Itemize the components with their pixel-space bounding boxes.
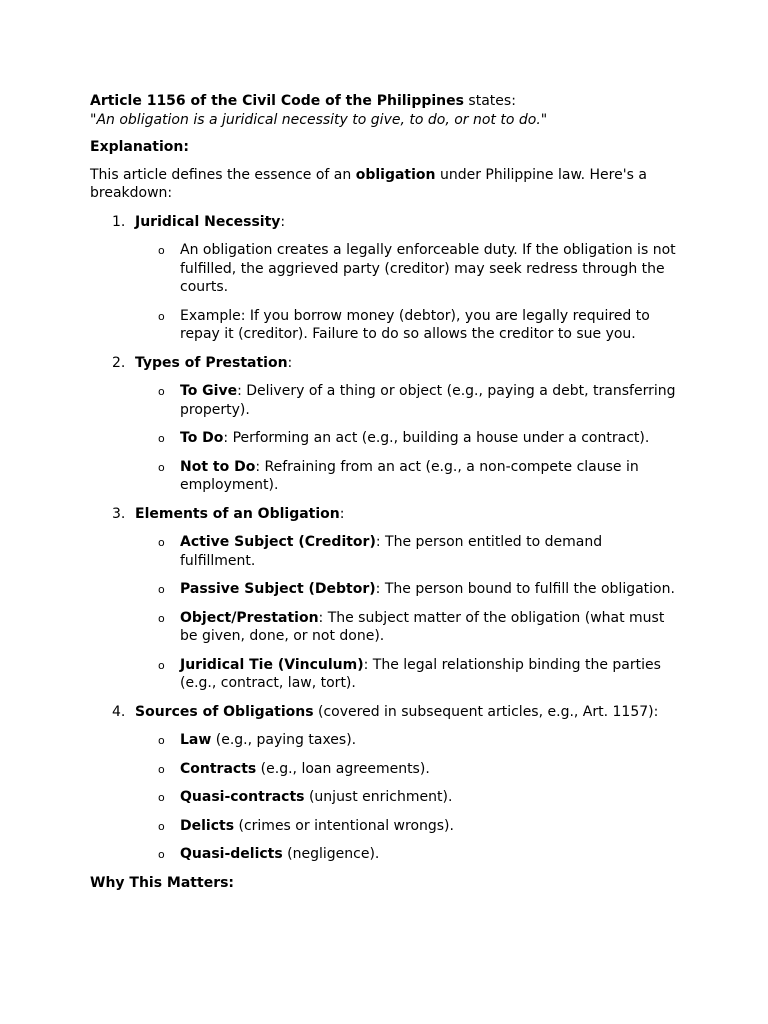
bullet-circle-icon: o (158, 385, 165, 398)
bullet-item (135, 760, 680, 779)
bullet-term: To Give (180, 383, 238, 399)
article-intro (90, 92, 680, 111)
bullet-circle-icon: o (158, 536, 165, 549)
bullet-item (135, 382, 680, 419)
bullet-item (135, 656, 680, 693)
bullet-term: Object/Prestation (180, 609, 319, 626)
section-heading (135, 214, 285, 230)
bullet-text: An obligation creates a legally enforceable duty. If the obligation is not fulfilled, the aggrieved party (creditor) may seek redress through the courts. (180, 242, 676, 295)
bullet-text: : Performing an act (e.g., building a house under a contract). (223, 430, 650, 446)
bullet-text: : The subject matter of the obligation (what must be given, done, or not done). (180, 609, 665, 644)
quote-close-mark: " (540, 111, 548, 128)
bullet-term: Delicts (180, 817, 235, 834)
bullet-text: (e.g., paying taxes). (211, 732, 357, 748)
bullet-item (135, 731, 680, 750)
sections-list (90, 213, 680, 864)
bullet-term: Not to Do (180, 458, 256, 475)
section-title: Sources of Obligations (135, 703, 314, 720)
section-title: Elements of an Obligation (135, 505, 340, 522)
article-title: Article 1156 of the Civil Code of the Philippines (90, 93, 464, 109)
section-item (90, 703, 680, 864)
bullet-circle-icon: o (158, 819, 165, 833)
bullet-circle-icon: o (158, 762, 165, 776)
section-number: 4. (112, 703, 126, 720)
bullet-term: Quasi-delicts (180, 846, 283, 862)
bullet-term: Contracts (180, 760, 257, 777)
section-heading (135, 704, 658, 720)
bullet-circle-icon: o (158, 611, 165, 625)
bullet-text: (e.g., loan agreements). (256, 760, 430, 777)
section-heading (135, 506, 344, 522)
bullet-text: : The person bound to fulfill the obligation. (375, 581, 675, 597)
bullet-item (135, 845, 680, 864)
bullet-term: Passive Subject (Debtor) (180, 581, 376, 597)
bullet-item (135, 533, 680, 570)
bullet-circle-icon: o (158, 791, 165, 804)
article-quote (90, 111, 680, 130)
bullet-item (135, 788, 680, 807)
bullet-term: Active Subject (Creditor) (180, 534, 376, 550)
bullet-item (135, 609, 680, 646)
bullet-item (135, 817, 680, 836)
explanation-text-after: under Philippine law. Here's a breakdown: (90, 166, 647, 201)
bullet-circle-icon: o (158, 244, 165, 257)
section-title-suffix: : (339, 505, 345, 522)
bullet-term: To Do (180, 430, 224, 446)
explanation-paragraph (90, 166, 680, 203)
why-heading (90, 874, 680, 893)
section-number: 1. (112, 213, 126, 230)
explanation-text-bold: obligation (355, 166, 436, 183)
section-title-suffix: : (280, 213, 286, 230)
bullet-text: : The legal relationship binding the parties (e.g., contract, law, tort). (180, 656, 661, 691)
section-number: 2. (112, 354, 126, 371)
section-title-suffix: : (287, 354, 293, 371)
bullet-term: Quasi-contracts (180, 789, 305, 805)
bullet-item (135, 307, 680, 344)
section-item (90, 354, 680, 495)
quote-open-mark: " (90, 111, 97, 128)
bullet-item (135, 458, 680, 495)
section-item (90, 505, 680, 693)
section-number: 3. (112, 505, 126, 522)
bullet-circle-icon: o (158, 658, 165, 672)
explanation-text-before: This article defines the essence of an (90, 166, 356, 183)
bullet-list (135, 382, 680, 495)
bullet-text: : The person entitled to demand fulfillment. (180, 534, 603, 569)
bullet-item (135, 241, 680, 297)
bullet-circle-icon: o (158, 583, 165, 596)
bullet-list (135, 731, 680, 864)
bullet-circle-icon: o (158, 309, 165, 323)
why-heading-text: Why This Matters: (90, 874, 235, 891)
explanation-heading (90, 138, 680, 157)
bullet-circle-icon: o (158, 432, 165, 445)
bullet-text: : Refraining from an act (e.g., a non-compete clause in employment). (180, 458, 639, 493)
bullet-text: (crimes or intentional wrongs). (234, 817, 454, 834)
bullet-term: Juridical Tie (Vinculum) (180, 656, 364, 673)
bullet-text: (negligence). (282, 846, 380, 862)
bullet-item (135, 429, 680, 448)
bullet-circle-icon: o (158, 848, 165, 861)
bullet-text: (unjust enrichment). (304, 789, 453, 805)
section-item (90, 213, 680, 344)
section-title-suffix: (covered in subsequent articles, e.g., Art. 1157): (313, 703, 659, 720)
bullet-list (135, 533, 680, 693)
bullet-text: Example: If you borrow money (debtor), you are legally required to repay it (creditor). Failure to do so allows the creditor to sue you. (180, 307, 650, 342)
article-title-rest: states: (463, 93, 516, 109)
bullet-circle-icon: o (158, 734, 165, 747)
bullet-list (135, 241, 680, 344)
section-title: Types of Prestation (135, 354, 288, 371)
quote-text: An obligation is a juridical necessity to give, to do, or not to do. (96, 111, 541, 128)
bullet-text: : Delivery of a thing or object (e.g., paying a debt, transferring property). (180, 383, 676, 418)
bullet-term: Law (180, 732, 212, 748)
section-title: Juridical Necessity (135, 213, 281, 230)
bullet-circle-icon: o (158, 460, 165, 474)
explanation-heading-text: Explanation: (90, 139, 189, 155)
document-page (90, 92, 680, 892)
bullet-item (135, 580, 680, 599)
section-heading (135, 355, 292, 371)
